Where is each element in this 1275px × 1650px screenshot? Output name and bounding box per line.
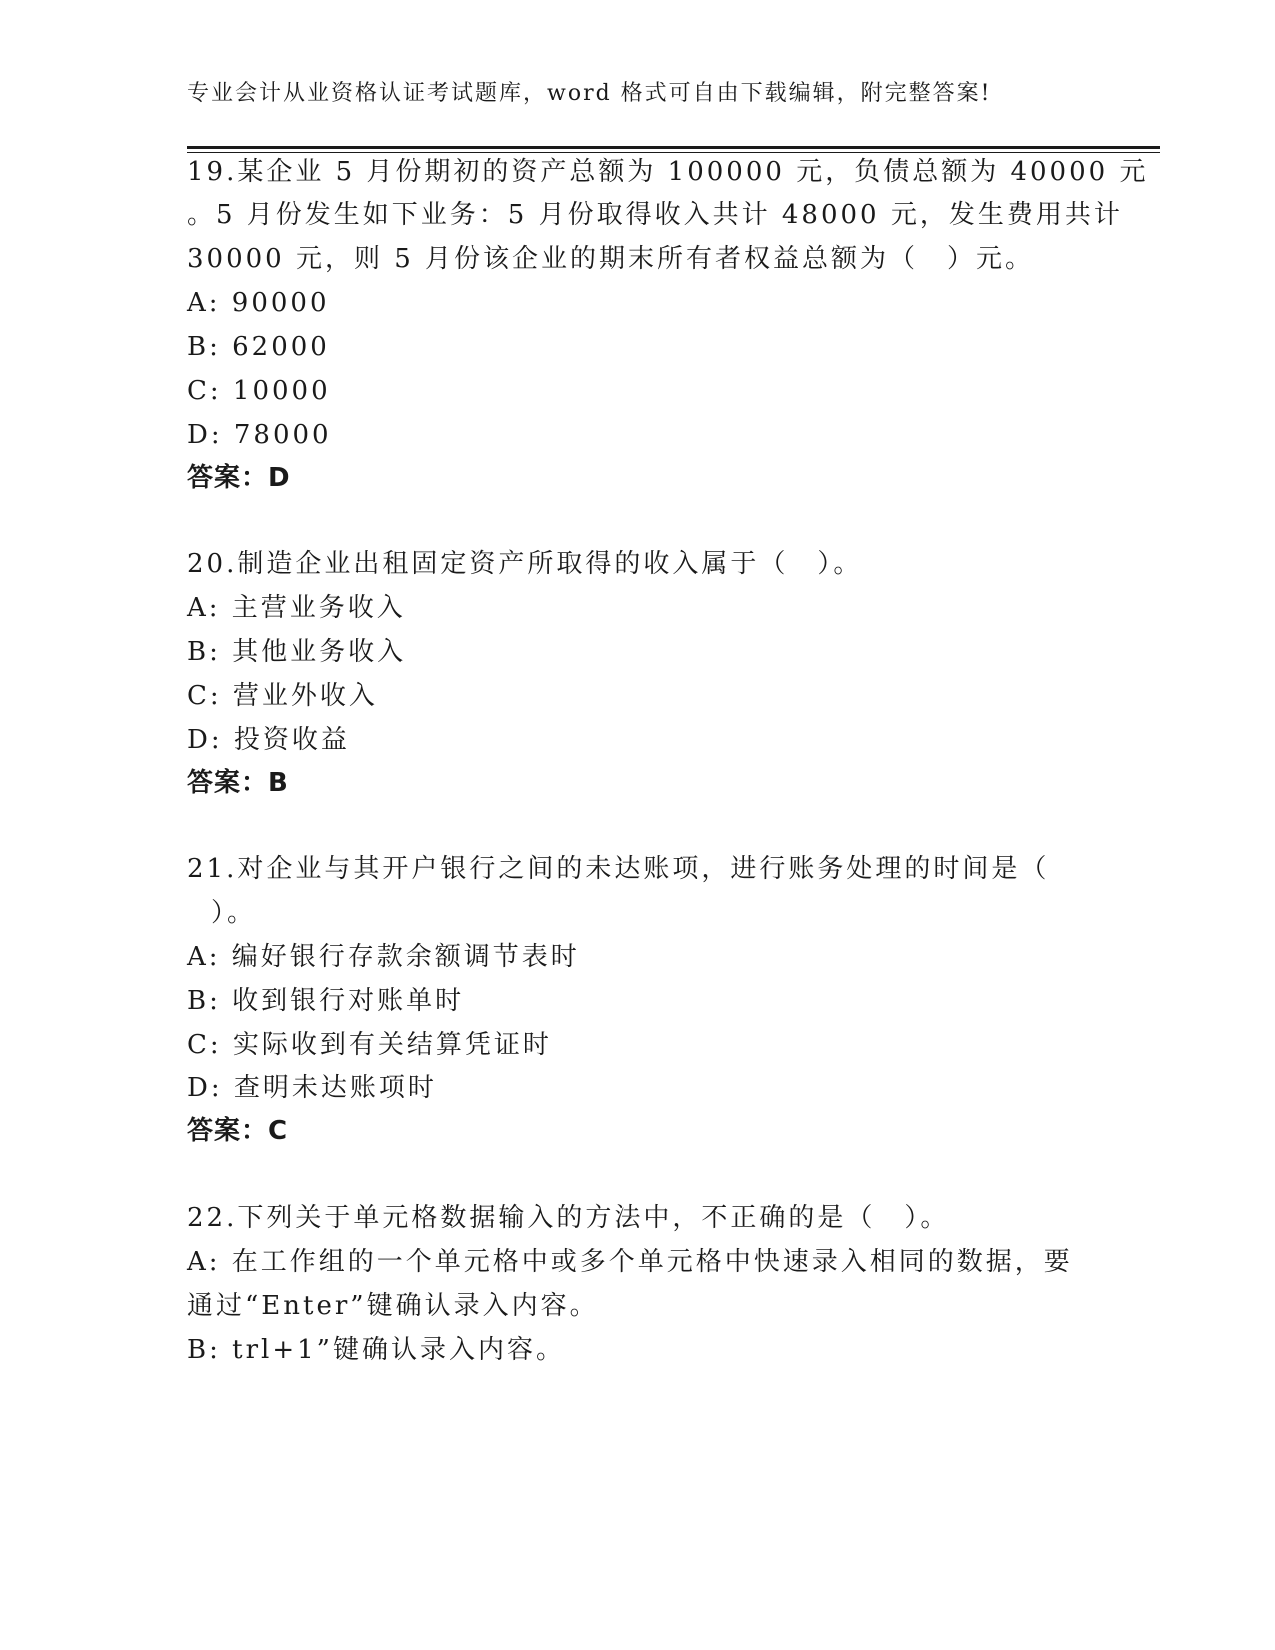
- option-d: D: 78000: [187, 420, 332, 450]
- question-text-line: 20.制造企业出租固定资产所取得的收入属于（ ）。: [187, 549, 863, 579]
- question-text-line: 21.对企业与其开户银行之间的未达账项，进行账务处理的时间是（: [187, 854, 1050, 884]
- option-a: A: 在工作组的一个单元格中或多个单元格中快速录入相同的数据，要: [187, 1247, 1073, 1277]
- page-header: 专业会计从业资格认证考试题库，word 格式可自由下载编辑，附完整答案!: [187, 81, 992, 106]
- answer-label: 答案：C: [187, 1116, 289, 1146]
- option-b: B: 62000: [187, 332, 330, 362]
- question-text-line: 19.某企业 5 月份期初的资产总额为 100000 元，负债总额为 40000 元: [187, 157, 1149, 187]
- option-a: A: 90000: [187, 288, 330, 318]
- question-text-line: 30000 元，则 5 月份该企业的期末所有者权益总额为（ ）元。: [187, 244, 1035, 274]
- option-b: B: trl+1”键确认录入内容。: [187, 1335, 565, 1365]
- header-divider-thick: [187, 146, 1160, 149]
- question-text-line: ）。: [211, 898, 257, 928]
- option-c: C: 营业外收入: [187, 681, 378, 711]
- option-a-continued: 通过“Enter”键确认录入内容。: [187, 1291, 599, 1321]
- answer-label: 答案：B: [187, 768, 289, 798]
- question-text-line: 。5 月份发生如下业务：5 月份取得收入共计 48000 元，发生费用共计: [187, 200, 1123, 230]
- option-d: D: 查明未达账项时: [187, 1073, 437, 1103]
- question-text-line: 22.下列关于单元格数据输入的方法中，不正确的是（ ）。: [187, 1203, 950, 1233]
- option-b: B: 其他业务收入: [187, 637, 407, 667]
- header-divider-thin: [187, 152, 1160, 153]
- option-d: D: 投资收益: [187, 725, 350, 755]
- option-a: A: 主营业务收入: [187, 593, 406, 623]
- option-b: B: 收到银行对账单时: [187, 986, 465, 1016]
- option-c: C: 10000: [187, 376, 331, 406]
- answer-label: 答案：D: [187, 463, 291, 493]
- option-c: C: 实际收到有关结算凭证时: [187, 1030, 552, 1060]
- option-a: A: 编好银行存款余额调节表时: [187, 942, 580, 972]
